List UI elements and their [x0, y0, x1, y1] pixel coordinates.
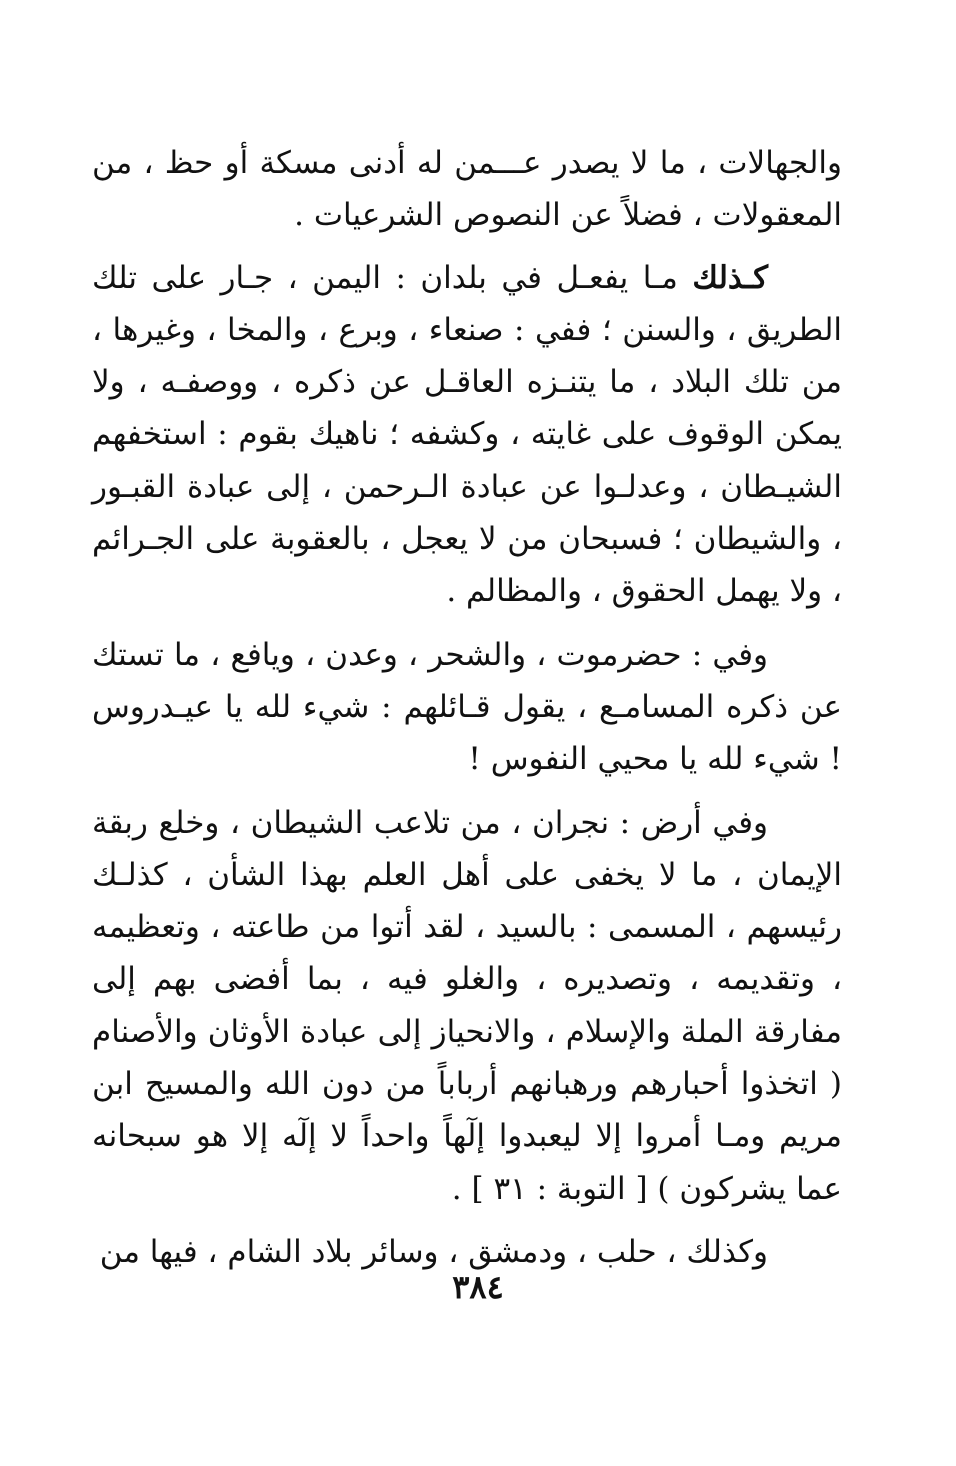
paragraph-4-text: وفي أرض : نجران ، من تلاعب الشيطان ، وخلع ربقة الإيمان ، ما لا يخفى على أهل العلم بهذا الشأن ، كذلـك رئيسهم ، المسمى : بالسيد ، لقد أتوا من طاعته ، وتعظيمه ، وتقديمه ، وتصديره ، والغلو فيه ، بما أفضى بهم إلى مفارقة الملة والإسلام ، والانحياز إلى عبادة الأوثان والأصنام ( اتخذوا أحبارهم ورهبانهم أرباباً من دون الله والمسيح ابن مريم ومـا أمروا إلا ليعبدوا إلٓهاً واحداً لا إلٓه إلا هو سبحانه عما يشركون ) [ التوبة : ٣١ ] . [92, 804, 842, 1207]
paragraph-1-text: والجهالات ، ما لا يصدر عـــمن له أدنى مسكة أو حظ ، من المعقولات ، فضلاً عن النصوص الشرعيات . [92, 145, 842, 234]
paragraph-2 [92, 252, 842, 618]
paragraph-2-text: مـا يفعـل في بلدان : اليمن ، جـار على تلك الطريق ، والسنن ؛ ففي : صنعاء ، وبرع ، والمخا ، وغيرها ، من تلك البلاد ، ما يتنـزه العاقـل عن ذكره ، ووصفـه ، ولا يمكن الوقوف على غايته ، وكشفه ؛ ناهيك بقوم : استخفهم الشيـطان ، وعدلـوا عن عبادة الـرحمن ، إلى عبادة القبـور ، والشيطان ؛ فسبحان من لا يعجل ، بالعقوبة على الجـرائم ، ولا يهمل الحقوق ، والمظالم . [92, 259, 842, 610]
paragraph-3-text: وفي : حضرموت ، والشحر ، وعدن ، ويافع ، ما تستك عن ذكره المسامـع ، يقول قـائلهم : شيء لله يا عيـدروس ! شيء لله يا محيي النفوس ! [92, 636, 842, 778]
page-body [92, 137, 842, 1278]
page-number: ٣٨٤ [452, 1268, 504, 1306]
paragraph-2-lead: كـذلك [692, 259, 768, 296]
paragraph-3 [92, 629, 842, 786]
paragraph-1 [92, 137, 842, 242]
paragraph-4 [92, 797, 842, 1215]
paragraph-5-text: وكذلك ، حلب ، ودمشق ، وسائر بلاد الشام ، فيها من [99, 1233, 768, 1270]
